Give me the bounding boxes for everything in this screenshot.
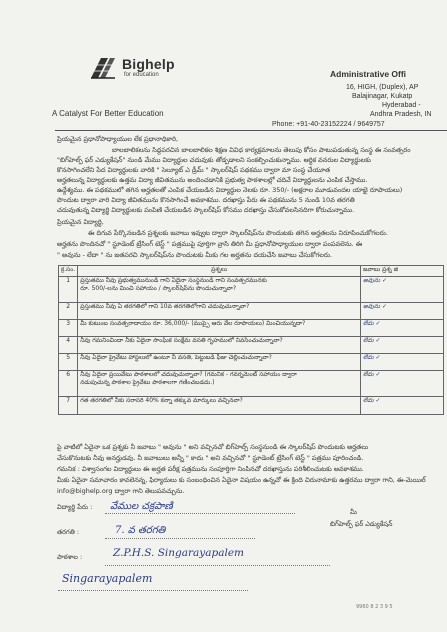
tagline: A Catalyst For Better Education (52, 109, 164, 118)
row-number: 5 (59, 354, 78, 371)
answer-cell (361, 277, 444, 303)
table-row (59, 320, 444, 337)
answer-cell (361, 303, 444, 320)
signoff-line: మీ (350, 508, 357, 516)
answer-value: లేదు (363, 320, 374, 327)
question-text: మీ కుటుంబ సంవత్సరాదాయం రూ. 36,000/- (ముప్పై ఆరు వేల రూపాయలు) మించియున్నదా? (78, 320, 361, 337)
answer-cell (361, 354, 444, 371)
checkmark-icon: ✓ (375, 337, 381, 344)
row-number: 7 (59, 397, 78, 415)
school-underline-2 (58, 590, 248, 591)
school-label: పాఠశాల : (57, 553, 83, 561)
header-divider (55, 130, 447, 131)
checkmark-icon: ✓ (382, 303, 388, 310)
brand-name: Bighelp (122, 56, 175, 72)
col-header-answer: జవాబు ప్రశ్న జి (361, 266, 444, 277)
question-text: నీవు ఏదైనా ప్రైవేటు హాస్టలులో ఉంటూ నీ వసతి, పెట్టుబడి ఫీజు చెల్లించుచున్నావా? (78, 354, 361, 371)
class-value: 7. వ తరగతి (115, 525, 166, 536)
row-number: 4 (59, 337, 78, 354)
intro-line: "బిగ్‌హెల్ప్ ఫర్ ఎడ్యుకేషన్" నుండి మేము విద్యార్థుల చదువుకు తోడ్పడాలని సంకల్పించుకున్నాము. ఆర్థిక వనరుల విద్యార్థులకు (57, 156, 371, 164)
answer-cell (361, 371, 444, 397)
table-row (59, 371, 444, 397)
checkmark-icon: ✓ (375, 320, 381, 327)
student-name-label: విద్యార్థి పేరు : (57, 503, 93, 511)
office-title: Administrative Offi (330, 69, 407, 79)
eligibility-table (58, 265, 444, 415)
page-mark: 9960 8 2 3 9 5 (356, 604, 393, 610)
question-text: నీవు ఏదైనా ప్రయివేటు పాఠశాలలో చదువుచున్నావా? (గమనిక - గవర్నమెంట్ సహాయం ద్వారా నడుపుచున్న పాఠశాల ప్రైవేటు పాఠశాలగా గణించబడదు.) (78, 371, 361, 397)
class-label: తరగతి : (57, 528, 80, 536)
table-row (59, 397, 444, 415)
answer-value: లేదు (363, 371, 374, 378)
row-number: 2 (59, 303, 78, 320)
intro-line: అర్హతలున్న విద్యార్థులకు ఉత్తమ విద్యా జీవితమును అందించడానికి ప్రభుత్వ పాఠశాలల్లో చదివే విద్యార్థులను ఎంపిక చేస్తాము. (57, 176, 368, 184)
school-value: Z.P.H.S. Singarayapalem (113, 547, 244, 559)
salutation: ప్రియమైన ప్రధానోపాధ్యాయుల లేక ప్రధానాధికారి, (57, 135, 179, 143)
footer-line: మీకు ఏదైనా సమాచారం కావలెనన్న, ఫిర్యాదులు కు సంబంధించిన ఏదైనా విషయం ఉన్నచో ఈ క్రింది చిరునామాకు ఉత్తరము ద్వారా గాని, ఈ-మెయిల్ (57, 476, 426, 484)
student-salutation: ప్రియమైన విద్యార్థి, (57, 218, 104, 226)
answer-value: లేదు (363, 397, 374, 404)
school-value-line2: Singarayapalem (62, 572, 153, 585)
footer-line: చేసుకొనుటకు నీవు అనర్హుడవు. నీ జవాబులు అన్నీ " కాదు " అని వచ్చినచో " స్టూడెంట్ ట్రేసింగ్ టెస్ట్ " పత్రము పూరించండి. (57, 454, 364, 462)
intro-line: బాలబాలికలను సిద్దపరచిన బాలబాలికల శిక్షణ వివిధ కార్యక్రమాలను తెలుపు కోసం పాటుపడుతున్న సంస్థ ఈ సంవత్సరం (112, 146, 411, 154)
student-line: అర్హతను పొందినచో " స్టూడెంట్ ట్రేసింగ్ టెస్ట్ " పత్రముపై పూర్తిగా వ్రాసి తిరిగి మీ ప్రధానోపాధ్యాయుల ద్వారా పంపవలెను. ఈ (57, 240, 363, 248)
intro-line: కొనసాగించలేని పేద విద్యార్థులకు వారికి " సెల్యూట్ ఎ డ్రీమ్ " స్కాలర్‌షిప్ పథకము ద్వారా మా సంస్థ చేయూత (57, 166, 331, 174)
answer-value: అవును (363, 277, 381, 284)
col-header-question: ప్రశ్నలు (78, 266, 361, 277)
student-name-value: వేముల చక్రపాణి (110, 501, 173, 512)
question-text: ప్రస్తుతము నీవు ఏ తరగతిలో గాని 10వ తరగతిలోగాని చదువుచున్నావా? (78, 303, 361, 320)
student-line: ఈ దిగువ పేర్కొనబడిన ప్రశ్నలకు జవాబు ఇవ్వుట ద్వారా స్కాలర్‌షిప్‌ను పొందుటకు తగిన అర్హతలను నిరూపించుకోగలరు. (88, 229, 388, 237)
table-row (59, 354, 444, 371)
signoff-org: బిగ్‌హెల్ప్ ఫర్ ఎడ్యుకేషన్ (330, 520, 393, 528)
student-line: " అవును - లేదా " ను జతపరచి స్కాలర్‌షిప్‌ను పొందుటకు మీకు గల అర్హతను దయచేసి జవాబు చేసుకోగలరు. (57, 251, 333, 259)
checkmark-icon: ✓ (375, 354, 381, 361)
intro-line: పొందుట ద్వారా వారి విద్యా జీవితమును కొనసాగించే అవకాశము. దరఖాస్తు పేరు ఈ పథకమును 5 నుండి 10వ తరగతి (57, 196, 355, 204)
answer-value: లేదు (363, 337, 374, 344)
footer-line: గమనిక : విశ్వాసంగల విద్యార్థులు ఈ అర్హత పరీక్ష పత్రమును సంపూర్తిగా నింపినచో దరఖాస్తును పరిశీలించుటకు అవకాశము. (57, 465, 364, 473)
address-line: Hyderabad - (382, 102, 421, 109)
answer-value: అవును (363, 303, 381, 310)
answer-cell (361, 320, 444, 337)
question-text: నీవు గమనించిందా నీకు ఏదైనా సాంఘిక సంక్షేమ వసతి గృహములో నివసించుచున్నావా? (78, 337, 361, 354)
address-line: Andhra Pradesh, IN (370, 111, 432, 118)
table-row (59, 337, 444, 354)
checkmark-icon: ✓ (375, 397, 381, 404)
answer-value: లేదు (363, 354, 374, 361)
brand-subtitle: for education (124, 72, 159, 78)
table-row (59, 277, 444, 303)
question-text: ప్రస్తుతము నీవు ప్రభుత్వమునుండి గాని ఏదైనా సంస్థనుండి గాని సంవత్సరమునకు రూ. 500/-లను మించి సహాయం / స్కాలర్‌షిప్‌ను పొందుచున్నావా? (78, 277, 361, 303)
class-underline (105, 538, 255, 539)
bighelp-logo-icon (88, 52, 118, 82)
intro-line: ఉద్దేశ్యము. ఈ పథకములో తగిన అర్హతలతో ఎంపిక చేయబడిన విద్యార్థుల నెలకు రూ. 350/- (అక్షరాల మూడువందల యాభై రూపాయలు) (57, 186, 403, 194)
contact-email-line: info@bighelp.org ద్వారా గాని తెలుపవచ్చును. (57, 487, 185, 495)
row-number: 6 (59, 371, 78, 397)
col-header-number: క్ర.సం. (59, 266, 78, 277)
phone-line: Phone: +91-40-23152224 / 9649757 (272, 121, 385, 128)
question-text: గత తరగతిలో నీకు సరాసరి 40% కన్నా తక్కువ మార్కులు వచ్చినవా? (78, 397, 361, 415)
address-line: 16, HIGH, (Duplex), AP (346, 84, 419, 91)
school-underline (105, 565, 330, 566)
table-row (59, 303, 444, 320)
checkmark-icon: ✓ (375, 371, 381, 378)
answer-cell (361, 397, 444, 415)
address-line: Balajinagar, Kukatp (352, 93, 413, 100)
footer-line: పై వాటిలో ఏదైనా ఒక ప్రశ్నకు నీ జవాబు " అవును " అని వచ్చినచో బిగ్‌హెల్ప్ సంస్థనుండి ఈ స్కాలర్‌షిప్‌ పొందుటకు అర్హతలు (57, 443, 369, 451)
row-number: 1 (59, 277, 78, 303)
checkmark-icon: ✓ (382, 277, 388, 284)
intro-line: చదువుతున్న విద్యార్థి విద్యార్థులకు పంపిణి చేయబడిన స్కాలర్‌షిప్ కోసము దరఖాస్తు చేసుకోవలసినదిగా కోరుచున్నాము. (57, 206, 355, 214)
answer-cell (361, 337, 444, 354)
row-number: 3 (59, 320, 78, 337)
